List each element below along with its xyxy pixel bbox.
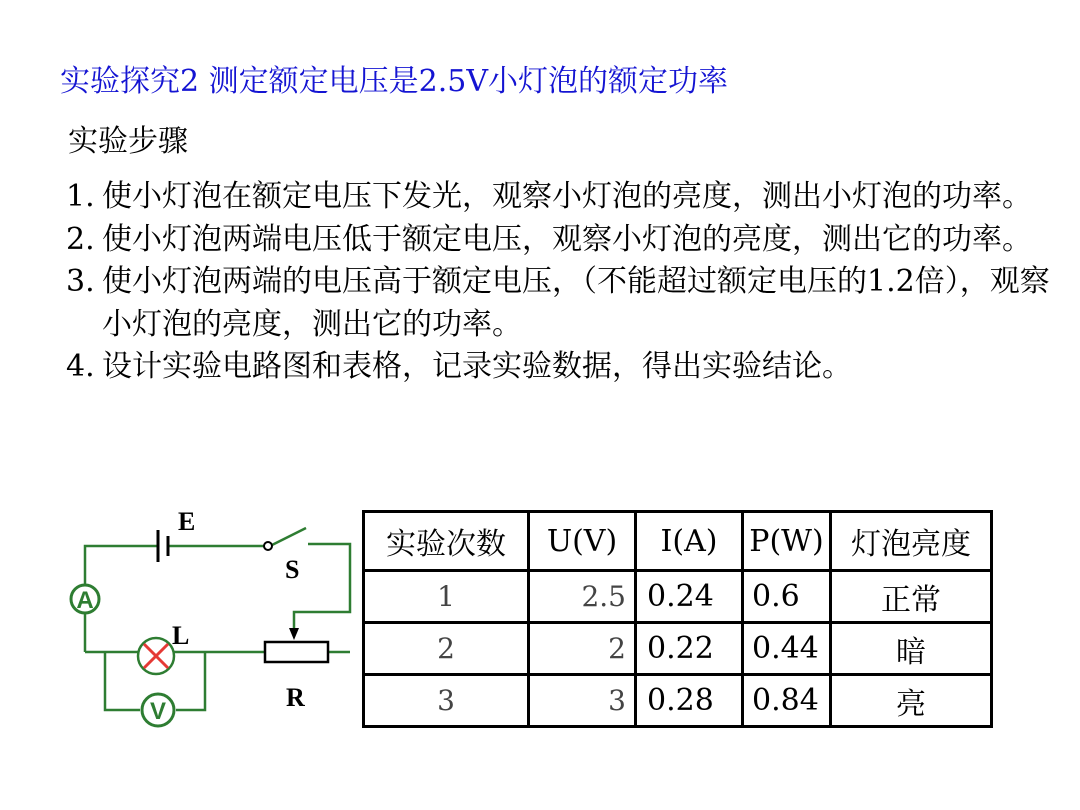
label-L: L [172,621,190,650]
label-R: R [286,683,305,712]
cell-trial: 2 [365,624,530,676]
cell-power: 0.44 [744,624,832,676]
table-row [365,572,993,624]
cell-power: 0.84 [744,676,832,728]
cell-current: 0.24 [637,572,744,624]
cell-current: 0.22 [637,624,744,676]
step-text: 使小灯泡两端的电压高于额定电压，（不能超过额定电压的1.2倍），观察小灯泡的亮度，测出它的功率。 [102,264,1050,342]
step-item [66,176,1066,219]
circuit-diagram [60,500,360,740]
step-item [66,346,1066,389]
step-number: 2. [66,221,95,257]
cell-brightness: 暗 [832,624,993,676]
section-heading: 实验步骤 [68,124,188,159]
step-number: 1. [66,179,95,214]
step-text: 设计实验电路图和表格，记录实验数据，得出实验结论。 [102,349,852,384]
step-text: 使小灯泡在额定电压下发光，观察小灯泡的亮度，测出小灯泡的功率。 [102,179,1032,214]
table-row [365,676,993,728]
label-A: A [76,587,94,614]
cell-voltage: 2.5 [530,572,637,624]
header-trial: 实验次数 [365,513,530,572]
cell-brightness: 正常 [832,572,993,624]
header-brightness: 灯泡亮度 [832,513,993,572]
step-number: 4. [66,349,95,384]
label-V: V [149,698,167,725]
header-voltage: U(V) [530,513,637,572]
step-item [66,261,1066,346]
step-item [66,219,1066,262]
header-power: P(W) [744,513,832,572]
cell-trial: 1 [365,572,530,624]
label-E: E [178,507,196,536]
switch-contact [264,542,272,550]
header-current: I(A) [637,513,744,572]
step-text: 使小灯泡两端电压低于额定电压，观察小灯泡的亮度，测出它的功率。 [102,221,1032,257]
page-title: 实验探究2 测定额定电压是2.5V小灯泡的额定功率 [60,64,728,99]
cell-voltage: 2 [530,624,637,676]
circuit-wires [85,528,350,710]
cell-voltage: 3 [530,676,637,728]
steps-list [66,176,1066,389]
rheostat-icon [265,642,328,662]
cell-current: 0.28 [637,676,744,728]
step-number: 3. [66,264,95,299]
table-header-row [365,513,993,572]
cell-brightness: 亮 [832,676,993,728]
label-S: S [285,555,300,584]
cell-trial: 3 [365,676,530,728]
cell-power: 0.6 [744,572,832,624]
table-row [365,624,993,676]
rheostat-slider-arrow [289,628,299,640]
data-table [362,510,993,728]
